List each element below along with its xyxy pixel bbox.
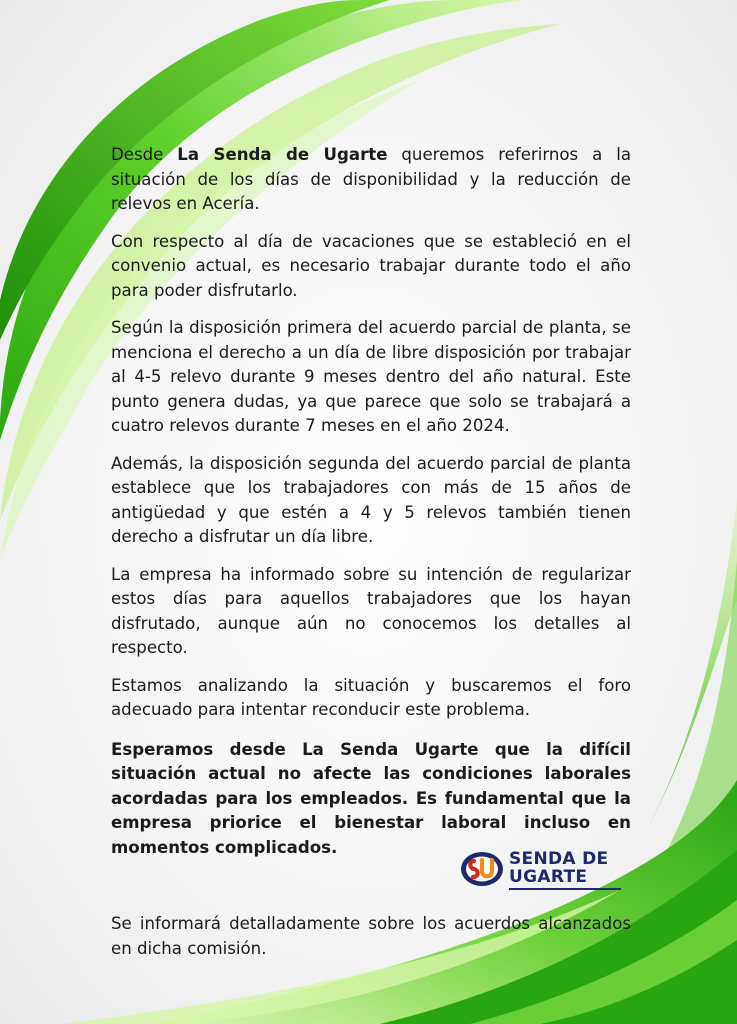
logo-text-line2: UGARTE [509, 867, 588, 887]
paragraph-intro [111, 143, 631, 217]
senda-de-ugarte-logo [460, 847, 625, 891]
intro-suffix: queremos referirnos a la situación de los días de disponibilidad y la reducción de relevos en Acería. [111, 145, 631, 213]
logo-underline [509, 888, 621, 890]
intro-prefix: Desde [111, 145, 178, 164]
paragraph-expectation: Esperamos desde La Senda Ugarte que la difícil situación actual no afecte las condiciones laborales acordadas para los empleados. Es fundamental que la empresa priorice el bienestar laboral incluso en momentos complicados. [111, 739, 631, 857]
organization-name: La Senda de Ugarte [177, 145, 388, 164]
paragraph-vacation: Con respecto al día de vacaciones que se estableció en el convenio actual, es necesario trabajar durante todo el año para poder disfrutarlo. [111, 231, 631, 300]
paragraph-closing: Se informará detalladamente sobre los acuerdos alcanzados en dicha comisión. [111, 914, 631, 958]
su-monogram-icon [460, 847, 508, 891]
logo-text-line1: SENDA DE [509, 849, 609, 869]
paragraph-analysis: Estamos analizando la situación y buscaremos el foro adecuado para intentar reconducir este problema. [111, 675, 631, 719]
paragraph-second-provision: Además, la disposición segunda del acuerdo parcial de planta establece que los trabajadores con más de 15 años de antigüedad y que estén a 4 y 5 relevos también tienen derecho a disfrutar un día libre. [111, 453, 631, 546]
paragraph-first-provision: Según la disposición primera del acuerdo parcial de planta, se menciona el derecho a un día de libre disposición por trabajar al 4-5 relevo durante 9 meses dentro del año natural. Este punto genera dudas, ya que parece que solo se trabajará a cuatro relevos durante 7 meses en el año 2024. [111, 318, 631, 435]
paragraph-company: La empresa ha informado sobre su intención de regularizar estos días para aquellos trabajadores que los hayan disfrutado, aunque aún no conocemos los detalles al respecto. [111, 564, 631, 657]
